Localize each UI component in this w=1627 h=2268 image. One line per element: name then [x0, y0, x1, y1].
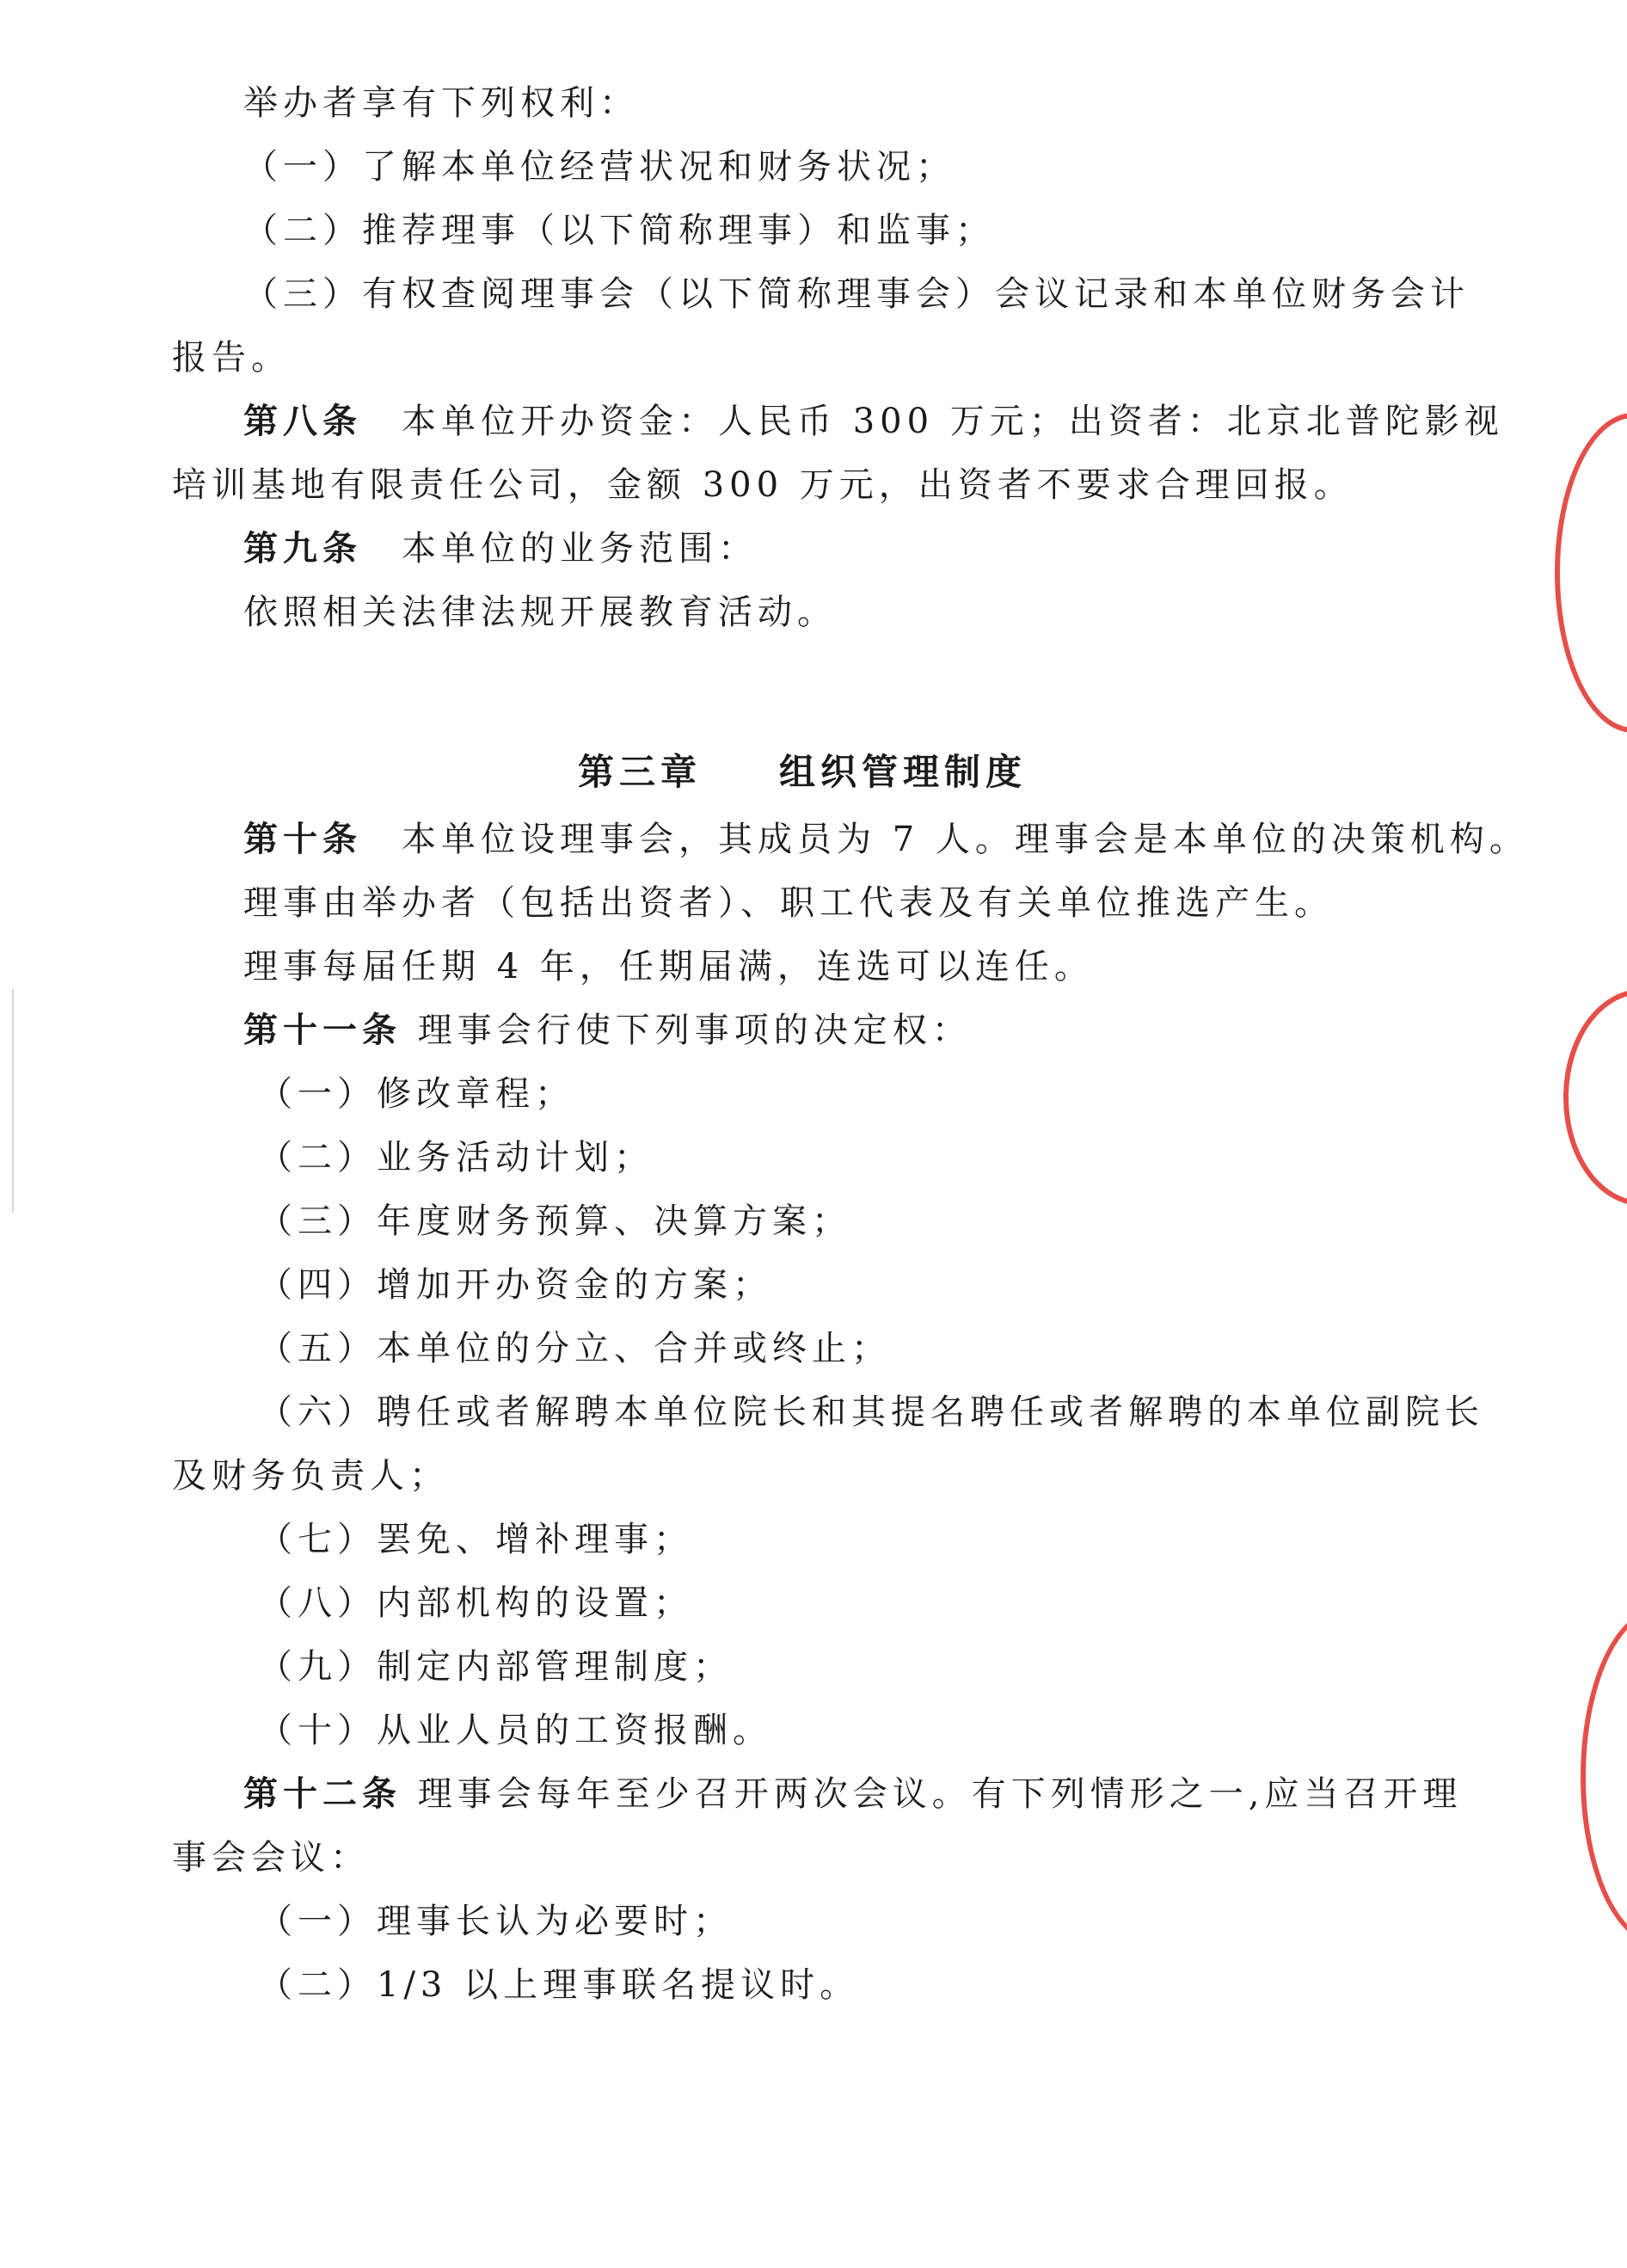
list-item: （十）从业人员的工资报酬。 [258, 1711, 772, 1750]
article-line: 第九条 本单位的业务范围： [243, 528, 758, 569]
article-line: 第十条 本单位设理事会，其成员为 7 人。理事会是本单位的决策机构。 [243, 819, 1529, 859]
article-label: 第九条 [243, 528, 362, 569]
article-line: 第十二条 理事会每年至少召开两次会议。有下列情形之一,应当召开理 [243, 1773, 1463, 1814]
article-label: 第八条 [243, 401, 362, 441]
article-label: 第十二条 [243, 1773, 402, 1814]
list-item: （四）增加开办资金的方案； [258, 1265, 772, 1305]
text-line: 及财务负责人； [172, 1456, 449, 1496]
text-line: 事会会议： [172, 1838, 370, 1878]
list-item: （八）内部机构的设置； [258, 1583, 693, 1623]
article-line: 第八条 本单位开办资金：人民币 300 万元；出资者：北京北普陀影视 [243, 401, 1504, 441]
seal-fragment [1581, 1608, 1627, 1945]
binding-edge-mark [12, 989, 14, 1213]
article-label: 第十一条 [243, 1010, 402, 1050]
list-item: （二）业务活动计划； [258, 1138, 654, 1177]
seal-fragment [1563, 989, 1627, 1206]
text-line: 培训基地有限责任公司，金额 300 万元，出资者不要求合理回报。 [172, 465, 1354, 505]
list-item: （七）罢免、增补理事； [258, 1520, 693, 1559]
list-item: （六）聘任或者解聘本单位院长和其提名聘任或者解聘的本单位副院长 [258, 1392, 1484, 1432]
text-line: （二）推荐理事（以下简称理事）和监事； [243, 211, 995, 250]
list-item: （一）理事长认为必要时； [258, 1902, 733, 1941]
chapter-heading: 第三章 组织管理制度 [578, 751, 1028, 793]
text-line: 理事每届任期 4 年，任期届满，连选可以连任。 [243, 947, 1094, 986]
text-line: 理事由举办者（包括出资者）、职工代表及有关单位推选产生。 [243, 883, 1334, 923]
text-line: 依照相关法律法规开展教育活动。 [243, 593, 837, 632]
text-line: 报告。 [172, 338, 291, 378]
list-item: （五）本单位的分立、合并或终止； [258, 1329, 891, 1368]
text-line: 举办者享有下列权利： [243, 83, 639, 123]
article-label: 第十条 [243, 819, 362, 859]
list-item: （九）制定内部管理制度； [258, 1647, 733, 1687]
text-line: （三）有权查阅理事会（以下简称理事会）会议记录和本单位财务会计 [243, 274, 1470, 314]
list-item: （二）1/3 以上理事联名提议时。 [258, 1965, 860, 2005]
list-item: （三）年度财务预算、决算方案； [258, 1202, 851, 1241]
list-item: （一）修改章程； [258, 1074, 574, 1114]
text-line: （一）了解本单位经营状况和财务状况； [243, 147, 955, 187]
seal-fragment [1555, 413, 1627, 733]
article-line: 第十一条 理事会行使下列事项的决定权： [243, 1010, 972, 1050]
